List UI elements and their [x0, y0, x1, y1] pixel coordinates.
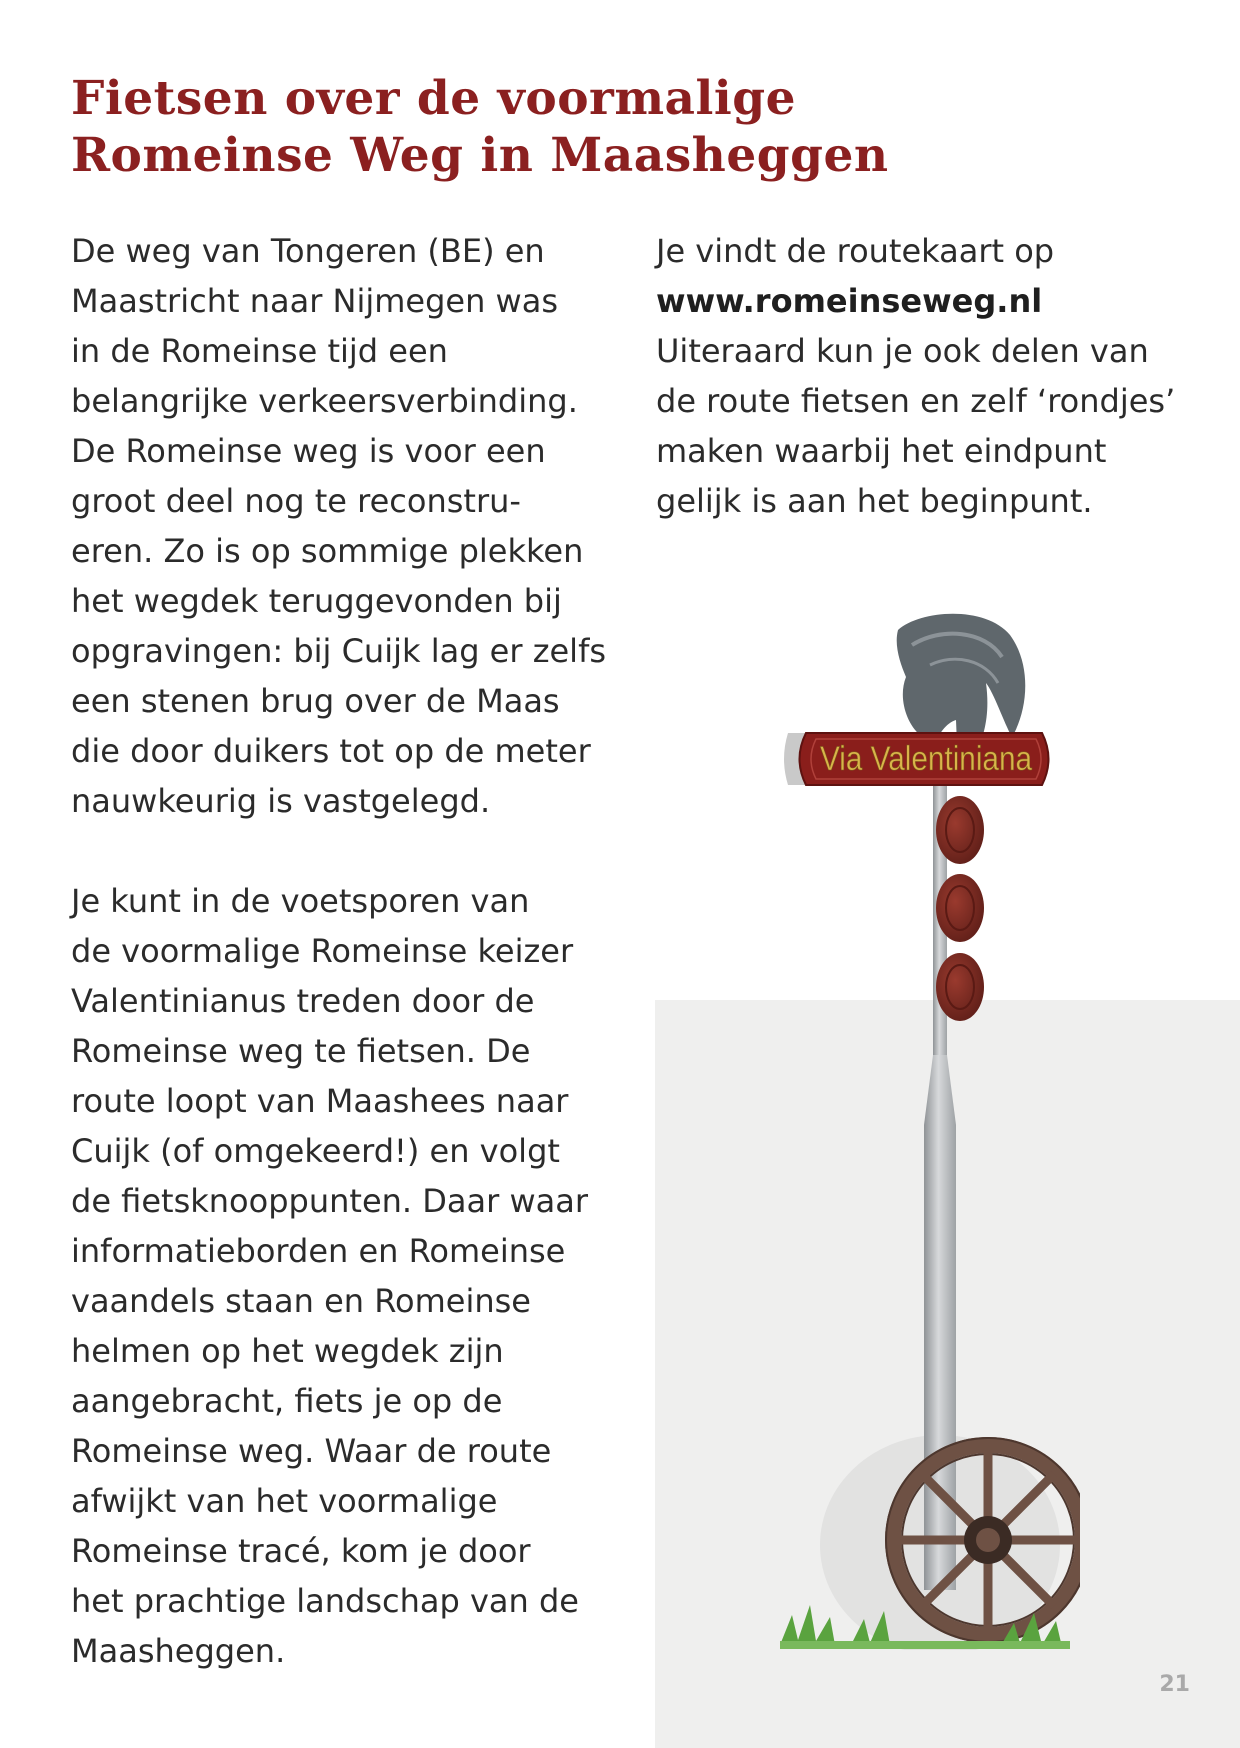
text-line: Je vindt de routekaart op	[656, 232, 1055, 270]
text-line: Je kunt in de voetsporen van	[71, 882, 530, 920]
text-line: De weg van Tongeren (BE) en	[71, 232, 545, 270]
text-line: Maastricht naar Nijmegen was	[71, 282, 558, 320]
title-line: Fietsen over de voormalige	[71, 71, 796, 126]
text-line: De Romeinse weg is voor een	[71, 432, 546, 470]
website-link[interactable]: www.romeinseweg.nl	[656, 282, 1043, 320]
text-line: die door duikers tot op de meter	[71, 732, 591, 770]
paragraph-intro	[71, 226, 606, 826]
text-line: gelijk is aan het beginpunt.	[656, 482, 1093, 520]
text-line: informatieborden en Romeinse	[71, 1232, 566, 1270]
text-line: een stenen brug over de Maas	[71, 682, 560, 720]
text-line: afwijkt van het voormalige	[71, 1482, 498, 1520]
decorative-discs	[936, 796, 984, 1021]
paragraph-routekaart	[656, 226, 1196, 526]
text-line: maken waarbij het eindpunt	[656, 432, 1107, 470]
text-line: groot deel nog te reconstru-	[71, 482, 521, 520]
text-line: de fietsknooppunten. Daar waar	[71, 1182, 588, 1220]
page-title	[71, 70, 889, 184]
sign-text: Via Valentiniana	[820, 740, 1033, 778]
page-number: 21	[1159, 1672, 1190, 1697]
text-line: Romeinse tracé, kom je door	[71, 1532, 531, 1570]
text-line: Romeinse weg te fietsen. De	[71, 1032, 531, 1070]
title-line: Romeinse Weg in Maasheggen	[71, 128, 889, 183]
text-line: eren. Zo is op sommige plekken	[71, 532, 584, 570]
paragraph-route	[71, 876, 591, 1676]
text-line: helmen op het wegdek zijn	[71, 1332, 504, 1370]
text-line: Maasheggen.	[71, 1632, 286, 1670]
right-column	[656, 226, 1196, 526]
text-line: Romeinse weg. Waar de route	[71, 1432, 552, 1470]
text-line: Uiteraard kun je ook delen van	[656, 332, 1149, 370]
text-line: opgravingen: bij Cuijk lag er zelfs	[71, 632, 606, 670]
text-line: aangebracht, fiets je op de	[71, 1382, 503, 1420]
text-line: de route fietsen en zelf ‘rondjes’	[656, 382, 1176, 420]
text-line: het prachtige landschap van de	[71, 1582, 579, 1620]
left-column	[71, 226, 606, 1676]
text-line: in de Romeinse tijd een	[71, 332, 448, 370]
text-line: route loopt van Maashees naar	[71, 1082, 569, 1120]
text-line: nauwkeurig is vastgelegd.	[71, 782, 491, 820]
text-line: de voormalige Romeinse keizer	[71, 932, 574, 970]
text-line: Cuijk (of omgekeerd!) en volgt	[71, 1132, 560, 1170]
roman-signpost-illustration	[780, 605, 1080, 1650]
text-line: het wegdek teruggevonden bij	[71, 582, 562, 620]
street-sign	[784, 733, 1049, 785]
text-line: vaandels staan en Romeinse	[71, 1282, 531, 1320]
text-line: Valentinianus treden door de	[71, 982, 535, 1020]
text-line: belangrijke verkeersverbinding.	[71, 382, 578, 420]
